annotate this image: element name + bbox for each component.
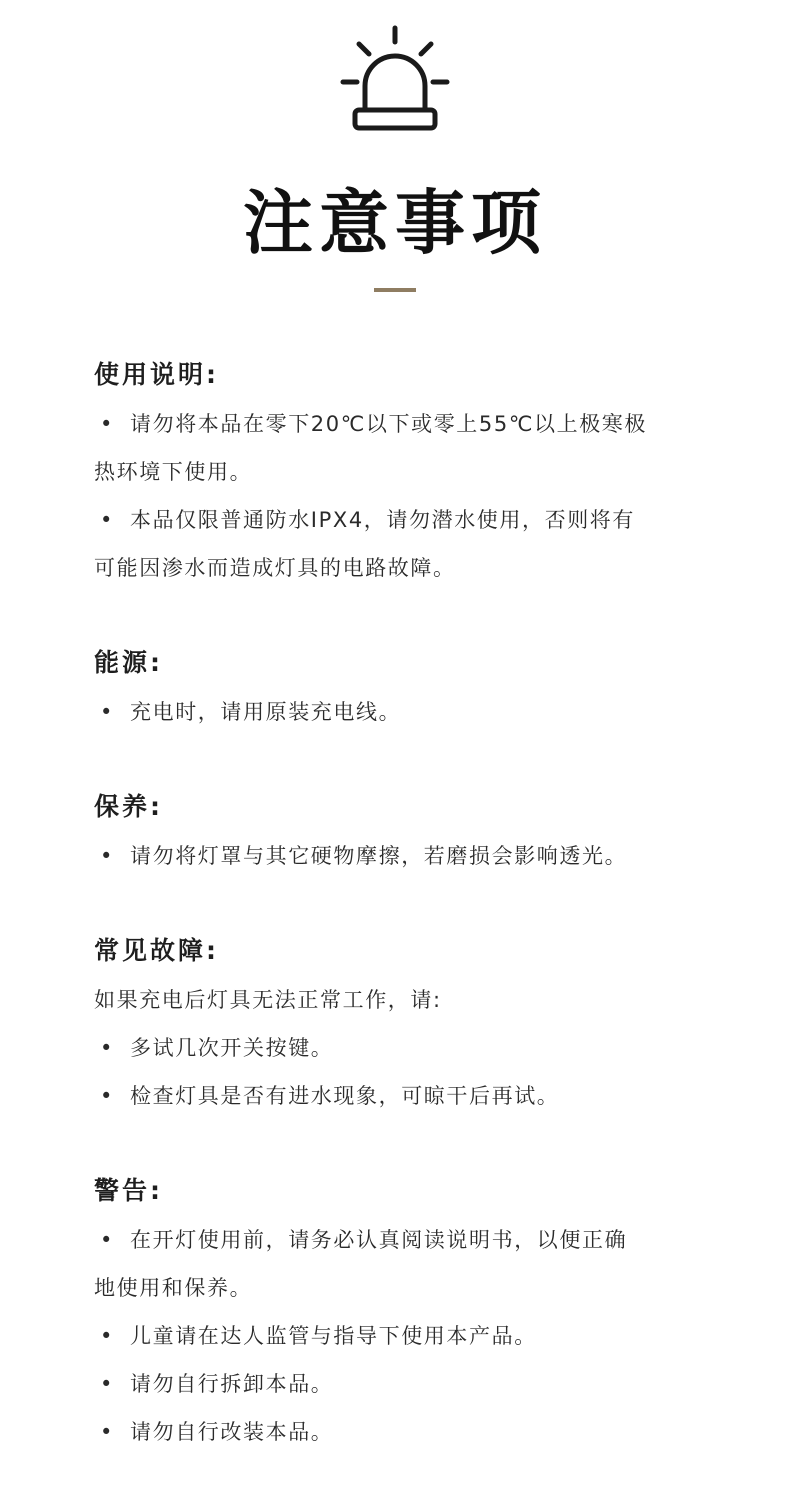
bullet: • bbox=[100, 1228, 114, 1252]
list-item: • 请勿将灯罩与其它硬物摩擦，若磨损会影响透光。 bbox=[94, 832, 754, 880]
bullet: • bbox=[100, 1420, 114, 1444]
bullet: • bbox=[100, 1372, 114, 1396]
icon-container bbox=[0, 22, 790, 134]
section-heading-warning: 警告: bbox=[94, 1176, 163, 1205]
alarm-light-icon bbox=[339, 22, 451, 134]
section-heading-usage: 使用说明: bbox=[94, 360, 219, 389]
bullet: • bbox=[100, 1084, 114, 1108]
list-item: • 在开灯使用前，请务必认真阅读说明书，以便正确 bbox=[94, 1216, 754, 1264]
list-item: • 请勿自行拆卸本品。 bbox=[94, 1360, 754, 1408]
bullet: • bbox=[100, 412, 114, 436]
list-item: • 请勿自行改装本品。 bbox=[94, 1408, 754, 1456]
title-divider bbox=[374, 288, 416, 292]
bullet: • bbox=[100, 1324, 114, 1348]
list-item: • 请勿将本品在零下20℃以下或零上55℃以上极寒极 bbox=[94, 400, 754, 448]
bullet: • bbox=[100, 508, 114, 532]
section-heading-faults: 常见故障: bbox=[94, 936, 219, 965]
page-title: 注意事项 bbox=[243, 182, 547, 264]
bullet: • bbox=[100, 700, 114, 724]
list-item: • 充电时，请用原装充电线。 bbox=[94, 688, 754, 736]
list-item: • 检查灯具是否有进水现象，可晾干后再试。 bbox=[94, 1072, 754, 1120]
bullet: • bbox=[100, 844, 114, 868]
list-item-continuation: 地使用和保养。 bbox=[94, 1276, 253, 1300]
section-heading-power: 能源: bbox=[94, 648, 163, 677]
section-heading-maintenance: 保养: bbox=[94, 792, 163, 821]
notice-content bbox=[94, 350, 754, 1456]
bullet: • bbox=[100, 1036, 114, 1060]
list-item: • 本品仅限普通防水IPX4，请勿潜水使用，否则将有 bbox=[94, 496, 754, 544]
list-item-continuation: 热环境下使用。 bbox=[94, 460, 253, 484]
list-item: • 儿童请在达人监管与指导下使用本产品。 bbox=[94, 1312, 754, 1360]
faults-intro: 如果充电后灯具无法正常工作，请: bbox=[94, 988, 442, 1012]
list-item-continuation: 可能因渗水而造成灯具的电路故障。 bbox=[94, 556, 456, 580]
list-item: • 多试几次开关按键。 bbox=[94, 1024, 754, 1072]
